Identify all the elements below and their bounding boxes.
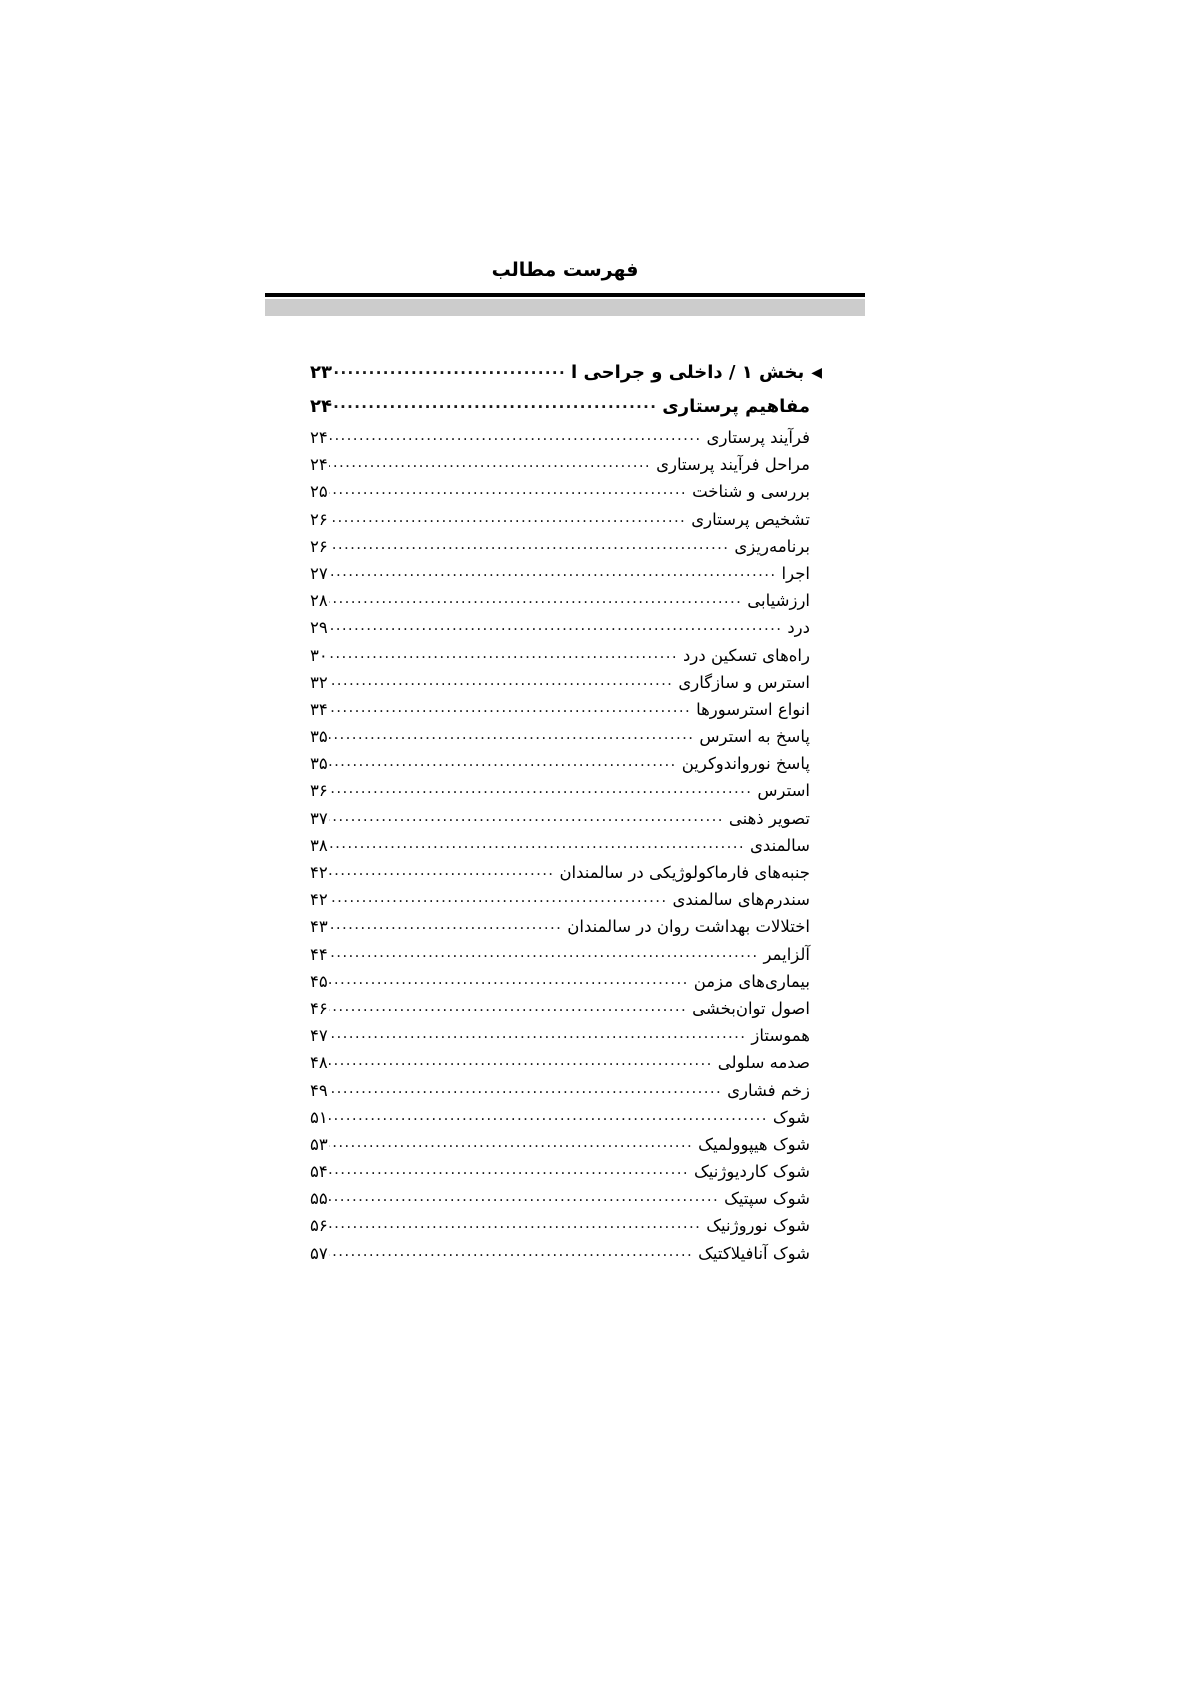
toc-page-number: ۲۶ — [310, 536, 328, 556]
toc-page-number: ۴۲ — [310, 890, 328, 910]
toc-leader-dots — [329, 999, 687, 1014]
toc-entry-label: آلزایمر — [763, 944, 810, 964]
toc-entry-label: مفاهیم پرستاری — [662, 396, 810, 417]
toc-leader-dots — [329, 890, 668, 905]
toc-leader-dots — [329, 1053, 713, 1068]
toc-entry-label: صدمه سلولی — [717, 1053, 810, 1073]
toc-entry[interactable] — [310, 672, 810, 702]
toc-page-number: ۵۵ — [310, 1189, 328, 1209]
toc-page-number: ۵۶ — [310, 1216, 328, 1236]
toc-page-number: ۳۴ — [310, 699, 328, 719]
toc-entry[interactable] — [310, 699, 810, 729]
toc-leader-dots — [329, 754, 677, 769]
toc-page-number: ۲۹ — [310, 618, 328, 638]
toc-leader-dots — [329, 428, 702, 443]
toc-entry[interactable] — [310, 593, 810, 620]
toc-page-number: ۴۳ — [310, 917, 328, 937]
toc-entry-label: شوک آنافیلاکتیک — [698, 1243, 810, 1263]
toc-page-number: ۳۵ — [310, 754, 328, 774]
toc-entry-label: برنامه‌ریزی — [734, 536, 810, 556]
toc-page-number: ۴۸ — [310, 1053, 328, 1073]
toc-entry-label: استرس و سازگاری — [678, 672, 810, 692]
toc-entry[interactable] — [310, 645, 810, 675]
toc-entry-label: شوک کاردیوژنیک — [694, 1162, 810, 1182]
toc-page-number: ۲۴ — [310, 396, 332, 417]
toc-page-number: ۴۴ — [310, 944, 328, 964]
toc-entry-label: بخش ۱ / داخلی و جراحی ا — [571, 362, 805, 383]
toc-page-number: ۳۶ — [310, 781, 328, 801]
toc-page-number: ۴۲ — [310, 863, 328, 882]
toc-entry[interactable] — [310, 756, 810, 783]
toc-page-number: ۲۵ — [310, 482, 328, 502]
toc-entry[interactable] — [310, 808, 810, 838]
toc-entry-label: راه‌های تسکین درد — [683, 645, 810, 665]
toc-entry-label: ارزشیابی — [747, 591, 810, 611]
toc-entry-label: شوک هیپوولمیک — [698, 1134, 810, 1154]
toc-entry[interactable] — [310, 536, 810, 566]
toc-leader-dots — [329, 917, 563, 932]
toc-entry[interactable] — [310, 865, 810, 892]
toc-page-number: ۲۷ — [310, 563, 328, 583]
toc-entry[interactable] — [310, 892, 810, 919]
toc-entry[interactable] — [310, 1164, 810, 1191]
toc-page-number: ۲۴ — [310, 455, 328, 475]
toc-entry-label: درد — [787, 618, 810, 638]
toc-leader-dots — [329, 1135, 693, 1150]
toc-entry[interactable] — [310, 971, 810, 1001]
toc-page-number: ۵۱ — [310, 1107, 328, 1127]
toc-leader-dots — [329, 591, 743, 606]
toc-entry[interactable] — [310, 1055, 810, 1082]
toc-entry-label: فرآیند پرستاری — [706, 428, 810, 447]
toc-page-number: ۲۸ — [310, 591, 328, 611]
toc-entry-label: سالمندی — [750, 835, 810, 855]
toc-part-heading[interactable] — [310, 364, 822, 398]
toc-entry-label: پاسخ نورواندوکرین — [681, 754, 810, 774]
toc-entry-label: پاسخ به استرس — [699, 727, 810, 747]
toc-entry[interactable] — [310, 430, 810, 457]
toc-page-number: ۲۶ — [310, 509, 328, 529]
toc-leader-dots — [329, 1162, 689, 1177]
toc-page-number: ۴۶ — [310, 998, 328, 1018]
toc-page-number: ۳۵ — [310, 727, 328, 747]
toc-entry[interactable] — [310, 944, 810, 974]
toc-page-number: ۳۷ — [310, 808, 328, 828]
toc-entry[interactable] — [310, 1243, 810, 1273]
toc-entry-label: شوک — [772, 1107, 810, 1127]
toc-entry-label: هموستاز — [751, 1026, 810, 1046]
toc-entry-label: مراحل فرآیند پرستاری — [656, 455, 810, 475]
toc-leader-dots — [329, 809, 724, 824]
toc-chapter-heading[interactable] — [310, 398, 810, 430]
toc-leader-dots — [329, 836, 745, 851]
toc-leader-dots — [329, 646, 678, 661]
toc-entry[interactable] — [310, 1191, 810, 1218]
toc-entry-label: استرس — [757, 781, 810, 801]
toc-entry-label: زخم فشاری — [727, 1080, 810, 1100]
toc-entry-label: سندرم‌های سالمندی — [672, 890, 810, 910]
page-title: فهرست مطالب — [491, 259, 639, 281]
toc-entry-label: اختلالات بهداشت روان در سالمندان — [567, 917, 810, 937]
toc-leader-dots — [329, 863, 555, 878]
toc-entry-label: جنبه‌های فارماکولوژیکی در سالمندان — [559, 863, 810, 882]
toc-entry-label: تصویر ذهنی — [728, 808, 810, 828]
toc-page-number: ۳۸ — [310, 835, 328, 855]
toc-entry-list — [310, 362, 822, 1273]
toc-entry[interactable] — [310, 509, 810, 539]
toc-entry-label: تشخیص پرستاری — [691, 509, 810, 529]
toc-leader-dots — [329, 537, 730, 552]
toc-leader-dots — [329, 781, 753, 796]
toc-leader-dots — [329, 618, 783, 633]
toc-leader-dots — [329, 564, 777, 579]
toc-leader-dots — [329, 945, 759, 960]
toc-entry[interactable] — [310, 919, 810, 946]
toc-entry-label: شوک سپتیک — [724, 1189, 810, 1209]
toc-leader-dots — [329, 1108, 768, 1123]
toc-leader-dots — [329, 482, 687, 497]
toc-entry-label: شوک نوروژنیک — [706, 1216, 810, 1236]
toc-entry[interactable] — [310, 1080, 810, 1110]
toc-page-number: ۴۹ — [310, 1080, 328, 1100]
toc-entry[interactable] — [310, 1028, 810, 1055]
toc-page-number: ۲۳ — [310, 362, 332, 383]
toc-entry-label: بررسی و شناخت — [692, 482, 810, 502]
toc-leader-dots — [329, 673, 674, 688]
header-gray-band — [265, 299, 865, 316]
toc-page-number: ۴۷ — [310, 1026, 328, 1046]
toc-entry[interactable] — [310, 563, 810, 593]
toc-leader-dots — [329, 1244, 693, 1259]
toc-entry-label: بیماری‌های مزمن — [693, 971, 810, 991]
toc-page-number: ۳۲ — [310, 672, 328, 692]
toc-entry[interactable] — [310, 729, 810, 756]
toc-entry[interactable] — [310, 783, 810, 810]
toc-entry[interactable] — [310, 484, 810, 511]
toc-entry[interactable] — [310, 457, 810, 484]
toc-leader-dots — [329, 1081, 722, 1096]
toc-leader-dots — [329, 700, 691, 715]
toc-entry[interactable] — [310, 1134, 810, 1164]
toc-entry-label: انواع استرسورها — [696, 699, 810, 719]
toc-entry[interactable] — [310, 998, 810, 1028]
toc-page-number: ۵۴ — [310, 1162, 328, 1182]
toc-entry[interactable] — [310, 620, 810, 647]
toc-leader-dots — [329, 1216, 702, 1231]
toc-leader-dots — [329, 727, 695, 742]
toc-leader-dots — [329, 510, 686, 525]
toc-leader-dots — [329, 972, 689, 987]
toc-entry[interactable] — [310, 1218, 810, 1245]
toc-leader-dots — [333, 396, 657, 411]
toc-leader-dots — [329, 1026, 747, 1041]
part-marker-icon: ◀ — [811, 365, 822, 381]
toc-page-number: ۴۵ — [310, 971, 328, 991]
toc-entry[interactable] — [310, 835, 810, 865]
toc-page-number: ۳۰ — [310, 645, 328, 665]
toc-leader-dots — [329, 455, 651, 470]
toc-header — [265, 258, 865, 316]
toc-page-number: ۵۷ — [310, 1243, 328, 1263]
toc-leader-dots — [333, 362, 566, 377]
toc-leader-dots — [329, 1189, 719, 1204]
toc-page-number: ۲۴ — [310, 428, 328, 447]
toc-entry-label: اصول توان‌بخشی — [692, 998, 810, 1018]
toc-entry-label: اجرا — [781, 563, 810, 583]
toc-entry[interactable] — [310, 1107, 810, 1137]
toc-page-number: ۵۳ — [310, 1134, 328, 1154]
